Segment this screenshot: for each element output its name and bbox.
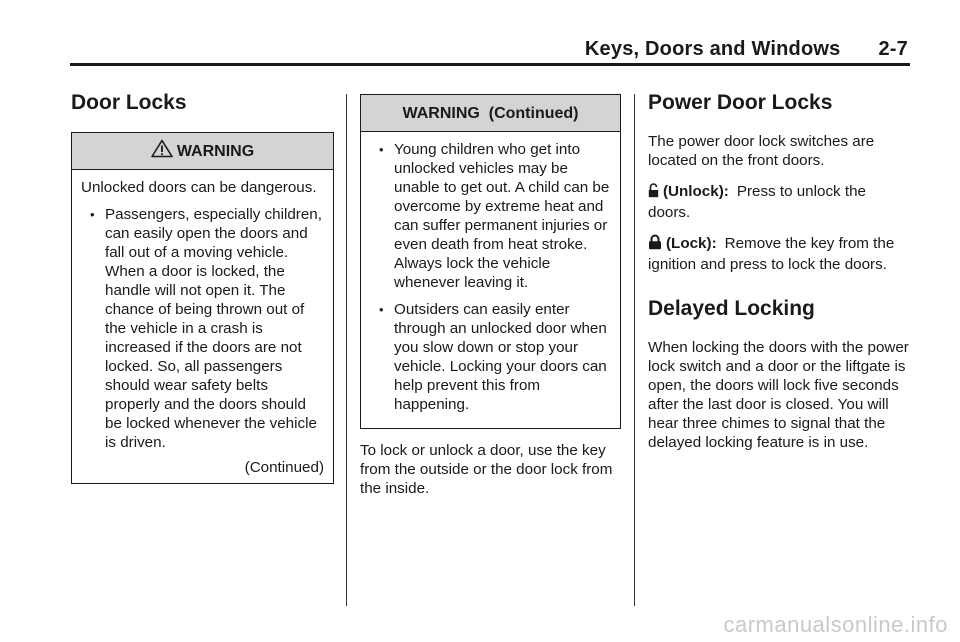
list-item: • Passengers, especially children, can easily open the doors and fall out of a moving vehicle. When a door is locked, the handle will not open it. The chance of being thrown out of the vehicle in a crash is increased if the doors are not locked. So, all passengers should wear safety belts properly and the doors should be locked whenever the vehicle is driven. [90,206,322,451]
unlock-text: Press to unlock the doors. [648,183,866,221]
continued-label: (Continued) [244,459,324,476]
lock-icon [648,234,662,255]
warning-continued-title: WARNING (Continued) [402,104,579,122]
door-locks-heading: Door Locks [71,91,187,114]
column-2 [360,94,621,510]
lock-instruction [648,234,910,274]
unlock-instruction [648,182,910,222]
header-rule [70,63,910,66]
warning-title: WARNING [176,142,255,160]
power-locks-intro: The power door lock switches are located on the front doors. [648,133,875,169]
running-header [585,38,908,61]
section-title: Keys, Doors and Windows [584,38,841,60]
warning-box [71,132,334,484]
unlock-label: (Unlock): [663,183,729,200]
warning-intro: Unlocked doors can be dangerous. [81,179,317,196]
watermark: carmanualsonline.info [723,612,948,637]
column-3 [648,90,910,464]
delayed-locking-text: When locking the doors with the power lock switch and a door or the liftgate is open, the doors will lock five seconds after the last door is closed. You will hear three chimes to signal that the delayed locking feature is in use. [648,339,909,451]
warning-header [72,133,333,170]
warning-bullets [81,205,324,452]
lock-label: (Lock): [666,235,717,252]
unlock-icon [648,183,659,203]
warning-continued-body [361,132,620,428]
column-divider [346,94,347,606]
warning-bullets [370,140,611,414]
column-1 [71,90,334,484]
warning-continued-header [361,95,620,132]
column-divider [634,94,635,606]
delayed-locking-heading: Delayed Locking [648,297,815,320]
warning-continued-box [360,94,621,429]
warning-body [72,170,333,483]
lock-text: Remove the key from the ignition and press to lock the doors. [648,235,895,273]
power-door-locks-heading: Power Door Locks [648,91,833,114]
lock-instructions: To lock or unlock a door, use the key from the outside or the door lock from the inside. [360,442,613,497]
list-item: • Young children who get into unlocked vehicles may be unable to get out. A child can be overcome by extreme heat and can suffer permanent injuries or even death from heat stroke. Always lock the vehicle whenever leaving it. [379,141,610,291]
list-item: • Outsiders can easily enter through an unlocked door when you slow down or stop your vehicle. Locking your doors can help prevent this from happening. [379,301,607,413]
caution-icon [151,139,173,163]
page-number: 2-7 [878,38,908,60]
